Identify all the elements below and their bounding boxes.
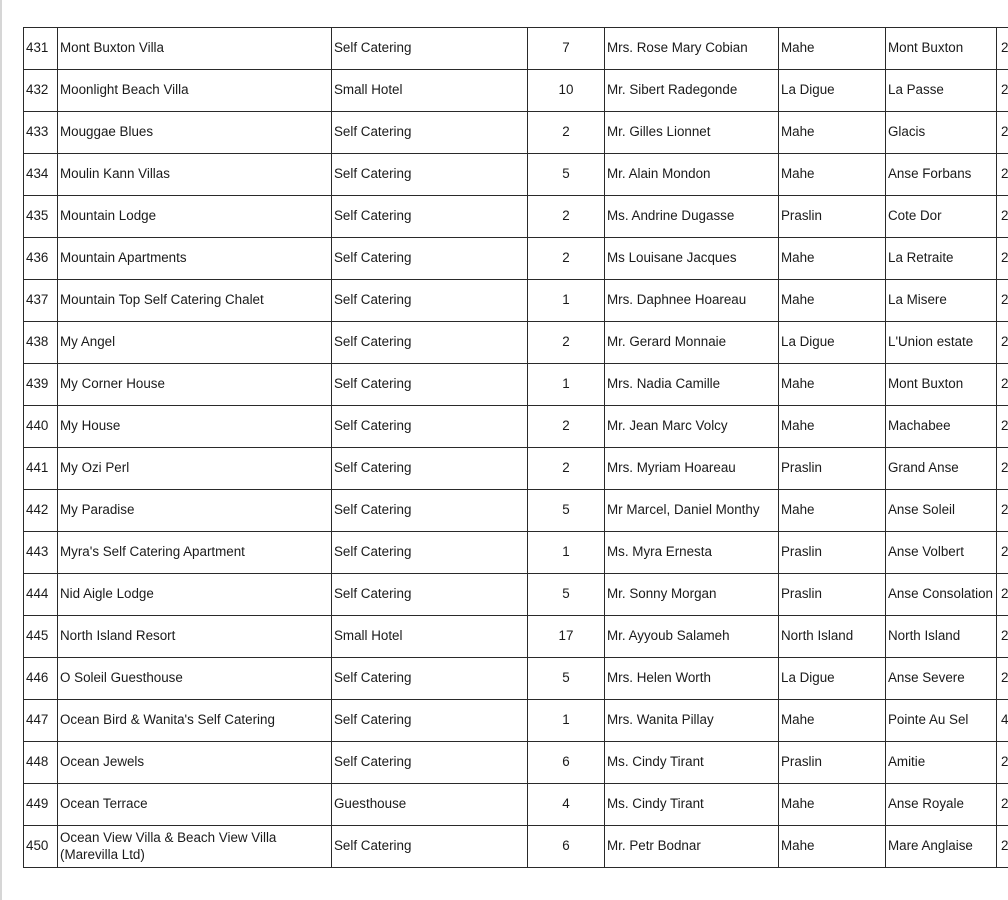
cell-owner: Mrs. Daphnee Hoareau bbox=[605, 280, 779, 322]
cell-island: Praslin bbox=[779, 742, 886, 784]
cell-rooms: 5 bbox=[528, 574, 605, 616]
cell-island: Mahe bbox=[779, 700, 886, 742]
cell-island: North Island bbox=[779, 616, 886, 658]
cell-number: 433 bbox=[24, 112, 58, 154]
cell-owner: Mr. Jean Marc Volcy bbox=[605, 406, 779, 448]
cell-owner: Ms. Andrine Dugasse bbox=[605, 196, 779, 238]
cell-truncated-column: 2 bbox=[997, 574, 1008, 616]
cell-owner: Mr. Sibert Radegonde bbox=[605, 70, 779, 112]
cell-district: Mont Buxton bbox=[886, 364, 997, 406]
cell-owner: Mrs. Wanita Pillay bbox=[605, 700, 779, 742]
cell-island: Mahe bbox=[779, 28, 886, 70]
cell-truncated-column: 2 bbox=[997, 784, 1008, 826]
cell-rooms: 1 bbox=[528, 364, 605, 406]
cell-district: Pointe Au Sel bbox=[886, 700, 997, 742]
cell-rooms: 5 bbox=[528, 658, 605, 700]
cell-district: Grand Anse bbox=[886, 448, 997, 490]
cell-truncated-column: 2 bbox=[997, 154, 1008, 196]
cell-owner: Ms. Cindy Tirant bbox=[605, 742, 779, 784]
cell-owner: Mr. Gerard Monnaie bbox=[605, 322, 779, 364]
cell-number: 435 bbox=[24, 196, 58, 238]
cell-establishment-name: Mountain Top Self Catering Chalet bbox=[58, 280, 332, 322]
cell-rooms: 2 bbox=[528, 112, 605, 154]
cell-number: 449 bbox=[24, 784, 58, 826]
table-row bbox=[24, 364, 1008, 406]
table-row bbox=[24, 490, 1008, 532]
cell-owner: Ms. Cindy Tirant bbox=[605, 784, 779, 826]
cell-island: Praslin bbox=[779, 448, 886, 490]
cell-establishment-name: Mountain Apartments bbox=[58, 238, 332, 280]
cell-owner: Mrs. Rose Mary Cobian bbox=[605, 28, 779, 70]
cell-category: Self Catering bbox=[332, 700, 528, 742]
cell-district: Anse Forbans bbox=[886, 154, 997, 196]
cell-island: La Digue bbox=[779, 322, 886, 364]
cell-establishment-name: Mouggae Blues bbox=[58, 112, 332, 154]
table-row bbox=[24, 238, 1008, 280]
cell-owner: Mr. Alain Mondon bbox=[605, 154, 779, 196]
cell-district: North Island bbox=[886, 616, 997, 658]
table-row bbox=[24, 70, 1008, 112]
cell-establishment-name: Ocean View Villa & Beach View Villa (Marevilla Ltd) bbox=[58, 826, 332, 868]
table-row bbox=[24, 574, 1008, 616]
cell-establishment-name: Moulin Kann Villas bbox=[58, 154, 332, 196]
cell-truncated-column: 2 bbox=[997, 28, 1008, 70]
cell-category: Small Hotel bbox=[332, 70, 528, 112]
cell-number: 441 bbox=[24, 448, 58, 490]
table-row bbox=[24, 784, 1008, 826]
table-row bbox=[24, 112, 1008, 154]
cell-establishment-name: My Angel bbox=[58, 322, 332, 364]
establishments-table bbox=[23, 27, 1008, 868]
cell-island: Mahe bbox=[779, 406, 886, 448]
cell-category: Self Catering bbox=[332, 280, 528, 322]
cell-island: Praslin bbox=[779, 532, 886, 574]
cell-truncated-column: 2 bbox=[997, 616, 1008, 658]
cell-truncated-column: 2 bbox=[997, 448, 1008, 490]
cell-island: La Digue bbox=[779, 70, 886, 112]
cell-category: Self Catering bbox=[332, 28, 528, 70]
cell-category: Self Catering bbox=[332, 154, 528, 196]
cell-establishment-name: North Island Resort bbox=[58, 616, 332, 658]
cell-establishment-name: O Soleil Guesthouse bbox=[58, 658, 332, 700]
cell-rooms: 2 bbox=[528, 406, 605, 448]
cell-category: Self Catering bbox=[332, 658, 528, 700]
cell-establishment-name: Myra's Self Catering Apartment bbox=[58, 532, 332, 574]
cell-rooms: 1 bbox=[528, 280, 605, 322]
cell-owner: Mr. Sonny Morgan bbox=[605, 574, 779, 616]
cell-establishment-name: My House bbox=[58, 406, 332, 448]
cell-owner: Mr. Gilles Lionnet bbox=[605, 112, 779, 154]
table-row bbox=[24, 280, 1008, 322]
cell-rooms: 2 bbox=[528, 322, 605, 364]
cell-island: Mahe bbox=[779, 112, 886, 154]
cell-rooms: 2 bbox=[528, 196, 605, 238]
table-row bbox=[24, 196, 1008, 238]
cell-owner: Mrs. Nadia Camille bbox=[605, 364, 779, 406]
cell-category: Self Catering bbox=[332, 238, 528, 280]
table-row bbox=[24, 658, 1008, 700]
cell-truncated-column: 2 bbox=[997, 742, 1008, 784]
cell-owner: Ms. Myra Ernesta bbox=[605, 532, 779, 574]
cell-number: 440 bbox=[24, 406, 58, 448]
cell-number: 448 bbox=[24, 742, 58, 784]
cell-establishment-name: My Paradise bbox=[58, 490, 332, 532]
cell-category: Self Catering bbox=[332, 112, 528, 154]
cell-category: Self Catering bbox=[332, 364, 528, 406]
cell-category: Self Catering bbox=[332, 574, 528, 616]
cell-district: Amitie bbox=[886, 742, 997, 784]
cell-establishment-name: Ocean Bird & Wanita's Self Catering bbox=[58, 700, 332, 742]
cell-number: 445 bbox=[24, 616, 58, 658]
table-row bbox=[24, 406, 1008, 448]
cell-establishment-name: Moonlight Beach Villa bbox=[58, 70, 332, 112]
cell-island: Mahe bbox=[779, 280, 886, 322]
table-row bbox=[24, 322, 1008, 364]
cell-rooms: 6 bbox=[528, 826, 605, 868]
cell-number: 432 bbox=[24, 70, 58, 112]
cell-number: 434 bbox=[24, 154, 58, 196]
table-row bbox=[24, 532, 1008, 574]
cell-district: Anse Volbert bbox=[886, 532, 997, 574]
cell-island: Mahe bbox=[779, 238, 886, 280]
cell-district: L'Union estate bbox=[886, 322, 997, 364]
cell-number: 436 bbox=[24, 238, 58, 280]
cell-rooms: 1 bbox=[528, 532, 605, 574]
cell-category: Self Catering bbox=[332, 322, 528, 364]
cell-rooms: 5 bbox=[528, 154, 605, 196]
cell-number: 446 bbox=[24, 658, 58, 700]
cell-establishment-name: Ocean Terrace bbox=[58, 784, 332, 826]
cell-district: Anse Consolation bbox=[886, 574, 997, 616]
cell-number: 437 bbox=[24, 280, 58, 322]
cell-island: Mahe bbox=[779, 490, 886, 532]
cell-number: 447 bbox=[24, 700, 58, 742]
cell-owner: Mrs. Helen Worth bbox=[605, 658, 779, 700]
cell-truncated-column: 2 bbox=[997, 658, 1008, 700]
cell-truncated-column: 2 bbox=[997, 406, 1008, 448]
cell-truncated-column: 2 bbox=[997, 364, 1008, 406]
cell-district: Mare Anglaise bbox=[886, 826, 997, 868]
cell-district: La Passe bbox=[886, 70, 997, 112]
cell-number: 438 bbox=[24, 322, 58, 364]
cell-rooms: 2 bbox=[528, 448, 605, 490]
cell-island: Praslin bbox=[779, 574, 886, 616]
cell-category: Self Catering bbox=[332, 406, 528, 448]
cell-owner: Mr Marcel, Daniel Monthy bbox=[605, 490, 779, 532]
cell-district: La Misere bbox=[886, 280, 997, 322]
cell-number: 443 bbox=[24, 532, 58, 574]
cell-number: 450 bbox=[24, 826, 58, 868]
cell-truncated-column: 4 bbox=[997, 700, 1008, 742]
cell-rooms: 7 bbox=[528, 28, 605, 70]
table-row bbox=[24, 700, 1008, 742]
cell-establishment-name: Mountain Lodge bbox=[58, 196, 332, 238]
cell-establishment-name: Nid Aigle Lodge bbox=[58, 574, 332, 616]
cell-truncated-column: 2 bbox=[997, 238, 1008, 280]
cell-island: Mahe bbox=[779, 154, 886, 196]
cell-district: Anse Royale bbox=[886, 784, 997, 826]
cell-district: La Retraite bbox=[886, 238, 997, 280]
cell-category: Guesthouse bbox=[332, 784, 528, 826]
table-row bbox=[24, 742, 1008, 784]
cell-district: Mont Buxton bbox=[886, 28, 997, 70]
cell-island: La Digue bbox=[779, 658, 886, 700]
cell-island: Praslin bbox=[779, 196, 886, 238]
cell-establishment-name: Ocean Jewels bbox=[58, 742, 332, 784]
cell-category: Self Catering bbox=[332, 742, 528, 784]
cell-owner: Mr. Ayyoub Salameh bbox=[605, 616, 779, 658]
cell-district: Glacis bbox=[886, 112, 997, 154]
table-row bbox=[24, 448, 1008, 490]
cell-owner: Mrs. Myriam Hoareau bbox=[605, 448, 779, 490]
table-row bbox=[24, 616, 1008, 658]
cell-truncated-column: 2 bbox=[997, 826, 1008, 868]
cell-number: 431 bbox=[24, 28, 58, 70]
cell-district: Machabee bbox=[886, 406, 997, 448]
table-row bbox=[24, 826, 1008, 868]
cell-island: Mahe bbox=[779, 364, 886, 406]
cell-category: Self Catering bbox=[332, 532, 528, 574]
cell-rooms: 17 bbox=[528, 616, 605, 658]
table-row bbox=[24, 154, 1008, 196]
cell-establishment-name: My Ozi Perl bbox=[58, 448, 332, 490]
cell-rooms: 2 bbox=[528, 238, 605, 280]
table-row bbox=[24, 28, 1008, 70]
page-left-edge bbox=[0, 0, 2, 900]
cell-truncated-column: 2 bbox=[997, 280, 1008, 322]
cell-truncated-column: 2 bbox=[997, 322, 1008, 364]
cell-category: Self Catering bbox=[332, 826, 528, 868]
cell-district: Anse Soleil bbox=[886, 490, 997, 532]
cell-truncated-column: 2 bbox=[997, 532, 1008, 574]
cell-truncated-column: 2 bbox=[997, 490, 1008, 532]
cell-truncated-column: 2 bbox=[997, 196, 1008, 238]
cell-truncated-column: 2 bbox=[997, 70, 1008, 112]
cell-establishment-name: My Corner House bbox=[58, 364, 332, 406]
cell-category: Self Catering bbox=[332, 196, 528, 238]
cell-establishment-name: Mont Buxton Villa bbox=[58, 28, 332, 70]
table-body bbox=[24, 28, 1008, 868]
cell-truncated-column: 2 bbox=[997, 112, 1008, 154]
cell-number: 444 bbox=[24, 574, 58, 616]
cell-rooms: 4 bbox=[528, 784, 605, 826]
cell-category: Self Catering bbox=[332, 490, 528, 532]
cell-island: Mahe bbox=[779, 784, 886, 826]
cell-category: Small Hotel bbox=[332, 616, 528, 658]
cell-number: 439 bbox=[24, 364, 58, 406]
cell-owner: Mr. Petr Bodnar bbox=[605, 826, 779, 868]
cell-district: Anse Severe bbox=[886, 658, 997, 700]
cell-island: Mahe bbox=[779, 826, 886, 868]
cell-owner: Ms Louisane Jacques bbox=[605, 238, 779, 280]
cell-rooms: 1 bbox=[528, 700, 605, 742]
cell-rooms: 10 bbox=[528, 70, 605, 112]
cell-district: Cote Dor bbox=[886, 196, 997, 238]
cell-rooms: 5 bbox=[528, 490, 605, 532]
cell-number: 442 bbox=[24, 490, 58, 532]
cell-category: Self Catering bbox=[332, 448, 528, 490]
cell-rooms: 6 bbox=[528, 742, 605, 784]
